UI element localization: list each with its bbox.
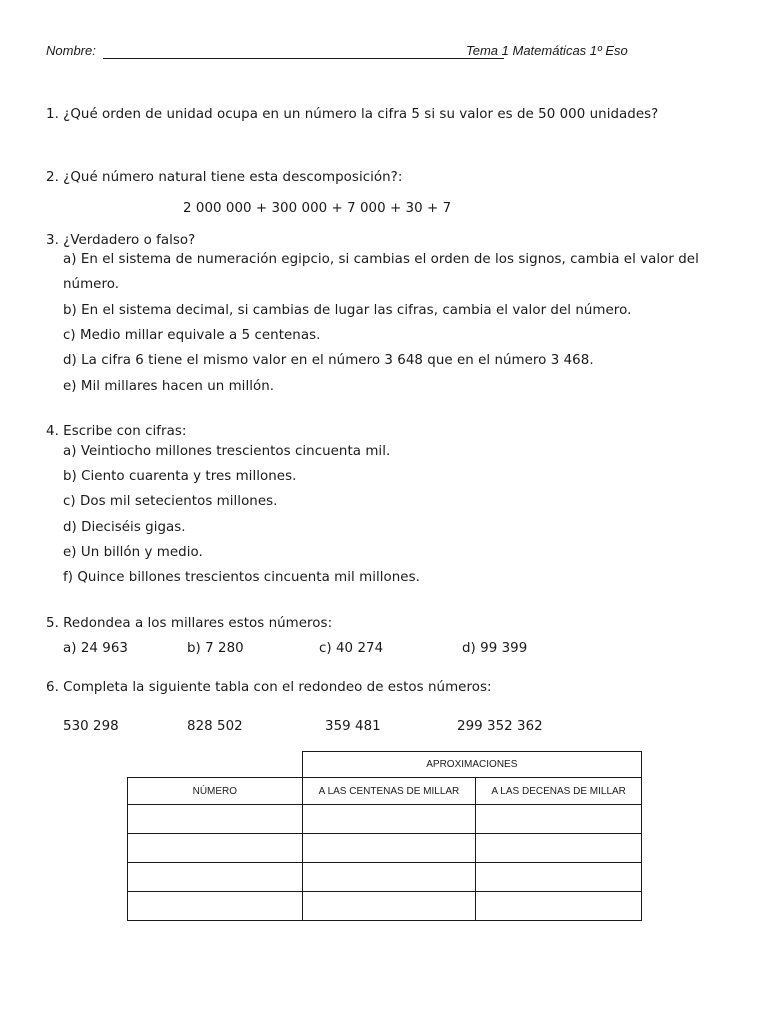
question-4-item-a: a) Veintiocho millones trescientos cincuenta mil.: [63, 444, 391, 459]
worksheet-header: [46, 43, 726, 63]
question-3-item-c: c) Medio millar equivale a 5 centenas.: [63, 328, 321, 343]
centenas-column-header: A LAS CENTENAS DE MILLAR: [302, 778, 476, 805]
answer-cell[interactable]: [128, 834, 303, 863]
aproximaciones-header: APROXIMACIONES: [302, 752, 641, 778]
question-3-item-e: e) Mil millares hacen un millón.: [63, 379, 275, 394]
answer-cell[interactable]: [128, 805, 303, 834]
answer-cell[interactable]: [302, 805, 476, 834]
question-6-number: 359 481: [325, 719, 381, 734]
question-3-item-b: b) En el sistema decimal, si cambias de lugar las cifras, cambia el valor del número.: [63, 303, 632, 318]
answer-cell[interactable]: [128, 863, 303, 892]
question-5-item-c: c) 40 274: [319, 641, 384, 656]
table-row: [128, 805, 642, 834]
name-label: Nombre:: [46, 43, 96, 58]
question-6: 6. Completa la siguiente tabla con el redondeo de estos números:: [46, 680, 492, 695]
question-5-item-a: a) 24 963: [63, 641, 128, 656]
rounding-table: [127, 751, 642, 921]
question-2-expression: 2 000 000 + 300 000 + 7 000 + 30 + 7: [183, 201, 452, 216]
table-row: [128, 834, 642, 863]
answer-cell[interactable]: [476, 805, 642, 834]
answer-cell[interactable]: [302, 892, 476, 921]
question-4-item-c: c) Dos mil setecientos millones.: [63, 494, 278, 509]
question-1: 1. ¿Qué orden de unidad ocupa en un número la cifra 5 si su valor es de 50 000 unidades?: [46, 107, 659, 122]
table-row: [128, 863, 642, 892]
numero-column-header: NÚMERO: [128, 778, 303, 805]
answer-cell[interactable]: [476, 834, 642, 863]
question-4-item-e: e) Un billón y medio.: [63, 545, 203, 560]
question-4-item-b: b) Ciento cuarenta y tres millones.: [63, 469, 297, 484]
question-6-number: 299 352 362: [457, 719, 543, 734]
answer-cell[interactable]: [476, 863, 642, 892]
answer-cell[interactable]: [302, 834, 476, 863]
question-5-item-d: d) 99 399: [462, 641, 528, 656]
question-5-item-b: b) 7 280: [187, 641, 244, 656]
table-row: [128, 892, 642, 921]
table-corner: [128, 752, 303, 778]
table-header-row: [128, 778, 642, 805]
question-4-item-d: d) Dieciséis gigas.: [63, 520, 186, 535]
answer-cell[interactable]: [476, 892, 642, 921]
question-4-item-f: f) Quince billones trescientos cincuenta mil millones.: [63, 570, 420, 585]
question-5: 5. Redondea a los millares estos números:: [46, 616, 333, 631]
question-3-item-a: a) En el sistema de numeración egipcio, si cambias el orden de los signos, cambia el valor del: [63, 252, 699, 267]
course-title: Tema 1 Matemáticas 1º Eso: [466, 43, 628, 58]
question-6-number: 828 502: [187, 719, 243, 734]
question-6-number: 530 298: [63, 719, 119, 734]
answer-cell[interactable]: [302, 863, 476, 892]
question-4: 4. Escribe con cifras:: [46, 424, 187, 439]
question-2: 2. ¿Qué número natural tiene esta descomposición?:: [46, 170, 403, 185]
name-field-line[interactable]: [103, 58, 504, 59]
question-3: 3. ¿Verdadero o falso?: [46, 233, 196, 248]
question-3-item-a-cont: número.: [63, 277, 120, 292]
table-group-header-row: [128, 752, 642, 778]
decenas-column-header: A LAS DECENAS DE MILLAR: [476, 778, 642, 805]
question-3-item-d: d) La cifra 6 tiene el mismo valor en el número 3 648 que en el número 3 468.: [63, 353, 594, 368]
answer-cell[interactable]: [128, 892, 303, 921]
